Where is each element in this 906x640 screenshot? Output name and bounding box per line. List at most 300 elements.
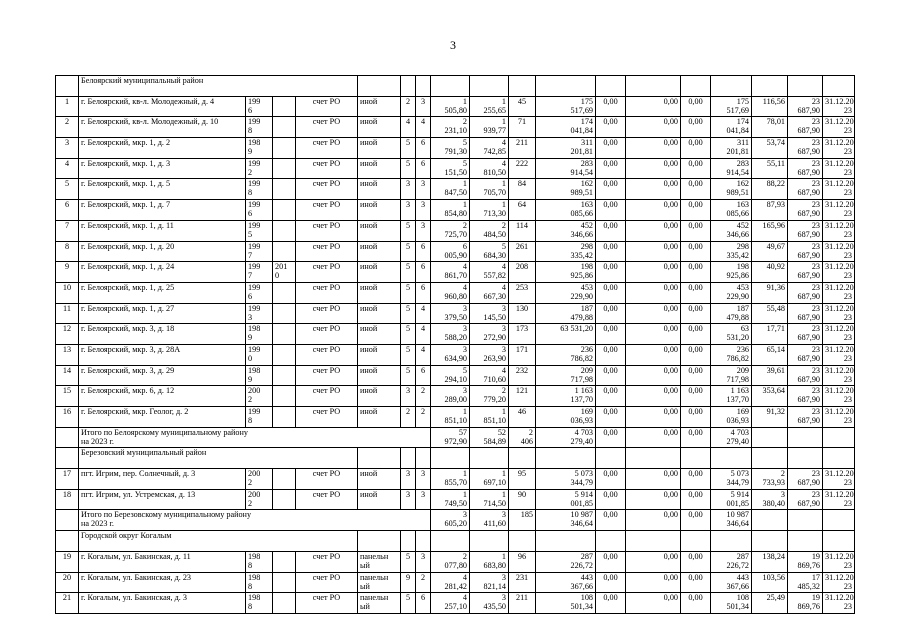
living-area-line1: 1 <box>501 469 506 479</box>
fund-federal-line1: 0,00 <box>603 96 618 106</box>
total-area <box>431 489 470 510</box>
living-area-line2: 821,14 <box>483 581 506 591</box>
year-built-line1: 198 <box>248 593 261 603</box>
fund-method <box>296 96 358 117</box>
deadline <box>823 262 855 283</box>
unit-cost-line1: 53,74 <box>766 138 785 148</box>
year-built <box>246 572 273 593</box>
residents <box>509 117 536 138</box>
year-built-line2: 8 <box>248 560 253 570</box>
living-area-line2: 714,50 <box>483 498 506 508</box>
fund-local-line1: 0,00 <box>688 386 703 396</box>
fund-regional-line1: 0,00 <box>663 138 678 148</box>
total-area <box>431 220 470 241</box>
section-title-line1: Березовский муниципальный район <box>81 448 207 458</box>
max-cost-line2: 687,90 <box>797 188 820 198</box>
living-area-line1: 2 <box>501 386 506 396</box>
entrances-line1: 2 <box>420 572 426 582</box>
fund-method-line1: счет РО <box>312 593 341 603</box>
deadline-line2: 23 <box>843 147 852 157</box>
wall-material <box>358 593 401 614</box>
address-line1: г. Белоярский, мкр. 1, д. 25 <box>81 282 175 292</box>
deadline-line2: 23 <box>843 105 852 115</box>
residents <box>509 572 536 593</box>
fund-federal <box>596 572 626 593</box>
total-area-line1: 4 <box>462 282 467 292</box>
deadline-line1: 31.12.20 <box>825 469 854 479</box>
residents-line1: 45 <box>517 96 527 106</box>
fund-local-line1: 0,00 <box>688 96 703 106</box>
fund-federal-line1: 0,00 <box>603 593 618 603</box>
unit-cost <box>752 489 788 510</box>
max-cost-line2: 687,90 <box>797 167 820 177</box>
year-built <box>246 324 273 345</box>
living-area-line2: 145,50 <box>483 312 506 322</box>
total-area-line1: 3 <box>462 510 467 520</box>
deadline-line1: 31.12.20 <box>825 262 854 272</box>
living-area-line1: 3 <box>501 593 506 603</box>
row-number-line1: 16 <box>62 407 72 416</box>
fund-federal-line1: 0,00 <box>603 262 618 272</box>
fund-owners-line2: 137,70 <box>726 395 749 405</box>
max-cost <box>788 551 823 572</box>
empty-cell <box>681 448 711 469</box>
fund-federal <box>596 158 626 179</box>
max-cost <box>788 117 823 138</box>
residents-line1: 171 <box>515 344 529 354</box>
residents <box>509 303 536 324</box>
living-area <box>470 158 509 179</box>
fund-method-line1: счет РО <box>312 158 341 168</box>
row-number <box>56 551 79 572</box>
entrances-line1: 3 <box>420 96 426 106</box>
empty-cell <box>752 427 788 448</box>
living-area-line1: 4 <box>501 262 506 272</box>
wall-material-line1: иной <box>360 179 378 189</box>
max-cost-line2: 687,90 <box>797 271 820 281</box>
cost-total-line2: 229,90 <box>570 291 593 301</box>
living-area <box>470 469 509 490</box>
max-cost <box>788 469 823 490</box>
fund-local <box>681 241 711 262</box>
fund-local-line1: 0,00 <box>688 303 703 313</box>
deadline-line2: 23 <box>843 250 852 260</box>
cost-total-line1: 298 <box>580 241 593 251</box>
fund-owners-line1: 175 <box>736 96 749 106</box>
residents-line1: 95 <box>517 469 527 479</box>
year-built-line2: 2 <box>248 498 253 508</box>
residents <box>509 551 536 572</box>
table-row <box>56 551 855 572</box>
address <box>79 282 246 303</box>
unit-cost-line1: 65,14 <box>766 344 785 354</box>
total-area-line1: 4 <box>462 262 467 272</box>
empty-cell <box>470 531 509 552</box>
cost-total-line2: 501,34 <box>570 602 593 612</box>
residents <box>509 179 536 200</box>
max-cost <box>788 241 823 262</box>
entrances-line1: 6 <box>420 282 426 292</box>
year-built <box>246 138 273 159</box>
living-area-line2: 779,20 <box>483 395 506 405</box>
year-built-line2: 5 <box>248 229 253 239</box>
total-area <box>431 96 470 117</box>
fund-regional-line1: 0,00 <box>663 489 678 499</box>
year-commissioned <box>273 469 296 490</box>
row-number <box>56 365 79 386</box>
unit-cost <box>752 303 788 324</box>
fund-method <box>296 489 358 510</box>
wall-material-line2: ый <box>360 560 370 570</box>
living-area-line1: 3 <box>501 510 506 520</box>
address-line1: г. Белоярский, мкр. 1, д. 3 <box>81 158 171 168</box>
year-built-line1: 198 <box>248 324 261 334</box>
living-area-line2: 484,50 <box>483 229 506 239</box>
year-built <box>246 344 273 365</box>
fund-local <box>681 365 711 386</box>
row-number-line1: 7 <box>64 220 70 230</box>
fund-federal-line1: 0,00 <box>603 117 618 127</box>
fund-method <box>296 241 358 262</box>
year-built <box>246 386 273 407</box>
fund-method <box>296 282 358 303</box>
empty-cell <box>681 531 711 552</box>
total-area <box>431 593 470 614</box>
floors-line1: 5 <box>405 365 411 375</box>
unit-cost-line1: 39,61 <box>766 365 785 375</box>
empty-cell <box>711 448 752 469</box>
living-area-line2: 435,50 <box>483 602 506 612</box>
row-number <box>56 138 79 159</box>
cost-total-line1: 287 <box>580 551 593 561</box>
residents <box>509 220 536 241</box>
fund-owners <box>711 138 752 159</box>
fund-local <box>681 407 711 428</box>
max-cost-line1: 23 <box>811 117 820 127</box>
max-cost-line1: 23 <box>811 407 820 416</box>
living-area <box>470 427 509 448</box>
fund-federal-line1: 0,00 <box>603 200 618 210</box>
floors-line1: 4 <box>405 117 411 127</box>
address-line1: г. Белоярский, мкр. 1, д. 2 <box>81 138 171 148</box>
fund-method-line1: счет РО <box>312 138 341 148</box>
fund-method-line1: счет РО <box>312 303 341 313</box>
fund-local <box>681 282 711 303</box>
deadline <box>823 241 855 262</box>
living-area <box>470 96 509 117</box>
living-area-line1: 1 <box>501 407 506 416</box>
row-number-cell <box>56 531 79 552</box>
residents-line1: 114 <box>516 220 528 230</box>
fund-federal <box>596 324 626 345</box>
total-area <box>431 344 470 365</box>
year-built-line2: 6 <box>248 291 253 301</box>
living-area-line1: 1 <box>501 489 506 499</box>
entrances-line1: 3 <box>420 200 426 210</box>
fund-method <box>296 551 358 572</box>
deadline-line2: 23 <box>843 167 852 177</box>
row-number-line1: 8 <box>64 241 70 251</box>
address <box>79 365 246 386</box>
row-number <box>56 158 79 179</box>
cost-total <box>536 282 596 303</box>
living-area-line2: 810,50 <box>483 167 506 177</box>
year-built-line2: 8 <box>248 188 253 198</box>
row-number-cell <box>56 76 79 97</box>
floors-line1: 5 <box>405 262 411 272</box>
living-area-line1: 52 <box>497 427 506 437</box>
wall-material-line1: иной <box>360 220 378 230</box>
fund-local <box>681 117 711 138</box>
living-area-line2: 584,89 <box>483 436 506 446</box>
empty-cell <box>596 448 626 469</box>
fund-owners-line1: 452 <box>736 220 749 230</box>
fund-regional <box>626 138 681 159</box>
empty-cell <box>752 510 788 531</box>
row-number-line1: 5 <box>64 179 70 189</box>
fund-federal-line1: 0,00 <box>603 303 618 313</box>
fund-method <box>296 344 358 365</box>
floors-line1: 5 <box>405 158 411 168</box>
cost-total-line2: 479,88 <box>570 312 593 322</box>
cost-total <box>536 469 596 490</box>
table-row <box>56 117 855 138</box>
unit-cost <box>752 324 788 345</box>
deadline-line1: 31.12.20 <box>825 344 854 354</box>
total-area-line2: 294,10 <box>444 374 467 384</box>
cost-total-line1: 163 <box>580 200 593 210</box>
fund-method <box>296 572 358 593</box>
row-number-cell <box>56 427 79 448</box>
max-cost <box>788 138 823 159</box>
fund-regional <box>626 200 681 221</box>
cost-total-line1: 209 <box>580 365 593 375</box>
fund-local-line1: 0,00 <box>688 117 703 127</box>
fund-regional <box>626 427 681 448</box>
living-area <box>470 407 509 428</box>
entrances <box>416 593 431 614</box>
year-commissioned <box>273 117 296 138</box>
empty-cell <box>681 76 711 97</box>
unit-cost-line1: 353,64 <box>762 386 785 396</box>
cost-total <box>536 510 596 531</box>
year-commissioned <box>273 344 296 365</box>
wall-material-line1: иной <box>360 489 378 499</box>
living-area-line1: 1 <box>501 117 506 127</box>
fund-method <box>296 365 358 386</box>
table-row <box>56 179 855 200</box>
total-area <box>431 386 470 407</box>
fund-owners-line2: 501,34 <box>726 602 749 612</box>
fund-local <box>681 572 711 593</box>
unit-cost-line2: 733,93 <box>762 478 785 488</box>
deadline-line2: 23 <box>843 312 852 322</box>
fund-owners-line1: 1 163 <box>730 386 749 396</box>
cost-total-line1: 283 <box>580 158 593 168</box>
residents-line2: 406 <box>520 436 533 446</box>
wall-material <box>358 158 401 179</box>
unit-cost-line1: 138,24 <box>762 551 785 561</box>
residents-line1: 232 <box>515 365 529 375</box>
wall-material-line1: иной <box>360 386 378 396</box>
fund-method-line1: счет РО <box>312 572 341 582</box>
year-built-line2: 0 <box>248 353 253 363</box>
fund-federal-line1: 0,00 <box>603 138 618 148</box>
living-area-line2: 684,30 <box>483 250 506 260</box>
year-built-line2: 6 <box>248 209 253 219</box>
wall-material <box>358 200 401 221</box>
max-cost-line1: 23 <box>811 489 820 499</box>
empty-cell <box>431 531 470 552</box>
wall-material <box>358 96 401 117</box>
fund-federal <box>596 469 626 490</box>
floors <box>401 158 416 179</box>
entrances <box>416 324 431 345</box>
living-area <box>470 179 509 200</box>
fund-local-line1: 0,00 <box>688 469 703 479</box>
living-area-line2: 742,85 <box>483 147 506 157</box>
cost-total-line1: 453 <box>580 282 593 292</box>
fund-method-line1: счет РО <box>312 179 341 189</box>
max-cost-line2: 687,90 <box>797 126 820 136</box>
fund-federal <box>596 220 626 241</box>
floors-line1: 5 <box>405 324 411 334</box>
wall-material-line1: иной <box>360 96 378 106</box>
year-built-line2: 9 <box>248 333 253 343</box>
unit-cost <box>752 241 788 262</box>
fund-federal <box>596 282 626 303</box>
total-area-line1: 57 <box>458 427 467 437</box>
fund-federal <box>596 407 626 428</box>
max-cost <box>788 324 823 345</box>
fund-owners <box>711 407 752 428</box>
living-area <box>470 200 509 221</box>
empty-cell <box>626 448 681 469</box>
year-commissioned <box>273 262 296 283</box>
floors-line1: 3 <box>405 469 411 479</box>
year-built-line2: 9 <box>248 374 253 384</box>
unit-cost-line1: 91,32 <box>766 407 785 416</box>
fund-method-line1: счет РО <box>312 344 341 354</box>
fund-federal <box>596 303 626 324</box>
deadline-line2: 23 <box>843 498 852 508</box>
address-line1: г. Белоярский, кв-л. Молодежный, д. 10 <box>81 117 219 127</box>
empty-cell <box>752 531 788 552</box>
living-area-line2: 255,65 <box>483 105 506 115</box>
total-area <box>431 407 470 428</box>
floors-line1: 5 <box>405 138 411 148</box>
address-line1: г. Когалым, ул. Бакинская, д. 23 <box>81 572 192 582</box>
year-built <box>246 262 273 283</box>
entrances <box>416 407 431 428</box>
unit-cost-line2: 380,40 <box>762 498 785 508</box>
row-number-line1: 6 <box>64 200 70 210</box>
row-number <box>56 96 79 117</box>
living-area-line2: 263,90 <box>483 353 506 363</box>
max-cost <box>788 220 823 241</box>
total-area-line1: 1 <box>462 200 467 210</box>
floors <box>401 303 416 324</box>
cost-total-line1: 4 703 <box>574 427 593 437</box>
year-built <box>246 489 273 510</box>
cost-total-line2: 517,69 <box>570 105 593 115</box>
year-built-line1: 199 <box>248 220 261 230</box>
residents-line1: 222 <box>515 158 529 168</box>
cost-total-line2: 335,42 <box>570 250 593 260</box>
wall-material <box>358 324 401 345</box>
fund-owners <box>711 427 752 448</box>
address <box>79 407 246 428</box>
fund-federal <box>596 510 626 531</box>
fund-method-line1: счет РО <box>312 200 341 210</box>
total-area-line2: 791,30 <box>444 147 467 157</box>
empty-cell <box>358 76 401 97</box>
fund-federal-line1: 0,00 <box>603 365 618 375</box>
max-cost <box>788 407 823 428</box>
empty-cell <box>358 531 401 552</box>
wall-material-line2: ый <box>360 602 370 612</box>
entrances <box>416 303 431 324</box>
entrances <box>416 386 431 407</box>
total-area <box>431 510 470 531</box>
deadline-line1: 31.12.20 <box>825 303 854 313</box>
total-area-line1: 3 <box>462 344 467 354</box>
fund-owners-line1: 236 <box>736 344 749 354</box>
total-label-line2: на 2023 г. <box>81 519 114 529</box>
wall-material-line1: иной <box>360 344 378 354</box>
deadline <box>823 138 855 159</box>
unit-cost-line1: 3 <box>780 489 785 499</box>
table-row <box>56 469 855 490</box>
fund-owners-line1: 209 <box>736 365 749 375</box>
floors-line1: 5 <box>405 551 411 561</box>
living-area <box>470 386 509 407</box>
fund-local <box>681 469 711 490</box>
residents-line1: 211 <box>516 593 528 603</box>
cost-total-line1: 311 <box>581 138 593 148</box>
year-built-line1: 200 <box>248 489 261 499</box>
address-line1: г. Когалым, ул. Бакинская, д. 11 <box>81 551 191 561</box>
deadline <box>823 158 855 179</box>
fund-local <box>681 386 711 407</box>
fund-local <box>681 200 711 221</box>
living-area <box>470 324 509 345</box>
table-row <box>56 365 855 386</box>
year-built-line2: 2 <box>248 395 253 405</box>
cost-total-line2: 226,72 <box>570 560 593 570</box>
max-cost-line2: 687,90 <box>797 353 820 363</box>
fund-federal <box>596 200 626 221</box>
fund-regional-line1: 0,00 <box>663 427 678 437</box>
year-commissioned <box>273 96 296 117</box>
unit-cost-line1: 2 <box>780 469 785 479</box>
year-commissioned-line2: 0 <box>275 271 280 281</box>
deadline <box>823 489 855 510</box>
fund-owners-line1: 5 073 <box>730 469 749 479</box>
address-line1: г. Белоярский, мкр. 1, д. 24 <box>81 262 175 272</box>
fund-owners-line2: 786,82 <box>726 353 749 363</box>
unit-cost <box>752 158 788 179</box>
fund-owners-line1: 163 <box>736 200 749 210</box>
fund-owners-line1: 187 <box>736 303 749 313</box>
wall-material-line1: иной <box>360 241 378 251</box>
unit-cost <box>752 262 788 283</box>
living-area-line1: 3 <box>501 324 506 334</box>
total-area-line1: 3 <box>462 303 467 313</box>
total-area-line2: 725,70 <box>444 229 467 239</box>
fund-owners-line1: 63 <box>740 324 749 334</box>
year-commissioned <box>273 282 296 303</box>
